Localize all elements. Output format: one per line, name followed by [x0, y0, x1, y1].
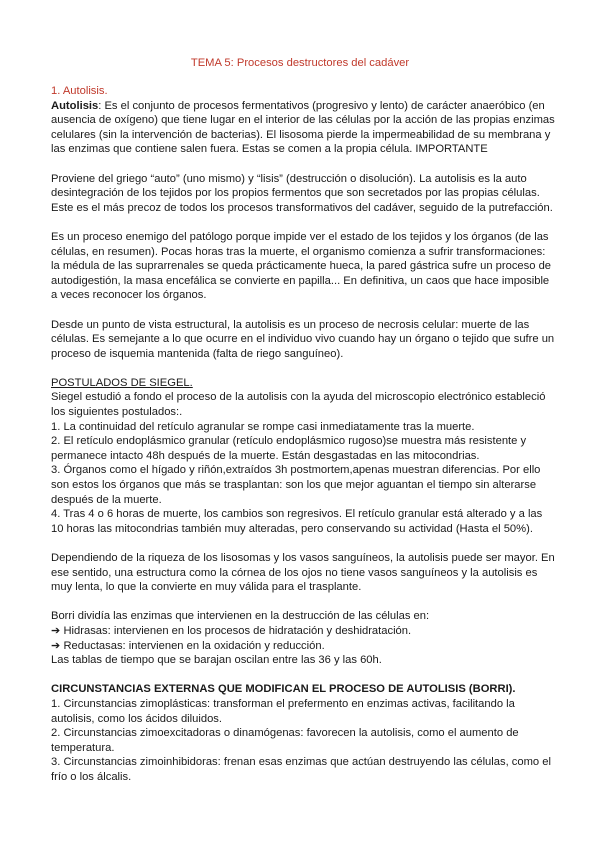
siegel-postulate-1: 1. La continuidad del retículo agranular se rompe casi inmediatamente tras la muerte. [51, 420, 475, 433]
borri-item-reductasas: ➔ Reductasas: intervienen en la oxidación y reducción. [51, 639, 325, 652]
circunstancia-2: 2. Circunstancias zimoexcitadoras o dinamógenas: favorecen la autolisis, como el aumento de temperatura. [51, 727, 519, 754]
paragraph-autolisis-definition [51, 99, 556, 157]
siegel-postulate-4: 4. Tras 4 o 6 horas de muerte, los cambios son regresivos. El retículo granular está alterado y a las 10 horas las mitocondrias también muy alteradas, pero conservando su actividad (Hasta el 50%). [51, 508, 543, 535]
paragraph-pathologist: Es un proceso enemigo del patólogo porque impide ver el estado de los tejidos y los órganos (de las células, en resumen). Pocas horas tras la muerte, el organismo comienza a sufrir transformaciones: la médula de las suprarrenales se queda prácticamente hueca, la pared gástrica sufre un proceso de autodigestión, la masa encefálica se convierte en papilla... En definitiva, un caos que hace imposible a veces reconocer los órganos. [51, 230, 552, 302]
circunstancia-1: 1. Circunstancias zimoplásticas: transforman el prefermento en enzimas activas, facilitando la autolisis, como los ácidos diluidos. [51, 697, 515, 725]
section-heading-autolisis: 1. Autolisis. [51, 85, 108, 97]
document-title: TEMA 5: Procesos destructores del cadáver [190, 57, 410, 69]
borri-tail: Las tablas de tiempo que se barajan oscilan entre las 36 y las 60h. [51, 654, 382, 667]
section-heading-siegel: POSTULADOS DE SIEGEL. [51, 376, 193, 389]
paragraph-etymology: Proviene del griego “auto” (uno mismo) y “lisis” (destrucción o disolución). La autolisis es la auto desintegración de los tejidos por los propios fermentos que son secretados por las propias células. Este es el más precoz de todos los procesos transformativos del cadáver, seguido de la putrefacción. [51, 172, 553, 214]
siegel-postulate-2: 2. El retículo endoplásmico granular (retículo endoplásmico rugoso)se muestra más resistente y permanece intacto 48h después de la muerte. Están desgastadas en las mitocondrias. [51, 435, 527, 462]
paragraph-lisosomas: Dependiendo de la riqueza de los lisosomas y los vasos sanguíneos, la autolisis puede ser mayor. En ese sentido, una estructura como la córnea de los ojos no tiene vasos sanguíneos y la autolisis es muy lenta, lo que la convierte en muy válida para el trasplante. [51, 552, 555, 594]
section-heading-circunstancias: CIRCUNSTANCIAS EXTERNAS QUE MODIFICAN EL PROCESO DE AUTOLISIS (BORRI). [51, 683, 516, 696]
siegel-intro: Siegel estudió a fondo el proceso de la autolisis con la ayuda del microscopio electrónico estableció los siguientes postulados:. [51, 391, 546, 419]
paragraph-structural: Desde un punto de vista estructural, la autolisis es un proceso de necrosis celular: muerte de las células. Es semejante a lo que ocurre en el individuo vivo cuando hay un órgano o tejido que sufre un proceso de isquemia mantenida (falta de riego sanguíneo). [51, 318, 555, 360]
circunstancia-3: 3. Circunstancias zimoinhibidoras: frenan esas enzimas que actúan destruyendo las células, como el frío o los álcalis. [51, 756, 551, 783]
term-autolisis: Autolisis [51, 99, 99, 112]
document-body [51, 84, 556, 785]
borri-intro: Borri dividía las enzimas que intervienen en la destrucción de las células en: [51, 610, 430, 623]
borri-item-hidrasas: ➔ Hidrasas: intervienen en los procesos de hidratación y deshidratación. [51, 624, 412, 637]
definition-text: : Es el conjunto de procesos fermentativos (progresivo y lento) de carácter anaeróbico (en ausencia de oxígeno) que tiene lugar en el interior de las células por la acción de las propias enzimas celulares (sin la intervención de bacterias). El lisosoma pierde la impermeabilidad de su membrana y las enzimas que contiene salen fuera. Estas se comen a la propia célula. IMPORTANTE [51, 99, 555, 156]
siegel-postulate-3: 3. Órganos como el hígado y riñón,extraídos 3h postmortem,apenas muestran diferencias. Por ello son estos los órganos que más se trasplantan: son los que mejor aguantan el tiempo sin alterarse después de la muerte. [51, 464, 541, 506]
